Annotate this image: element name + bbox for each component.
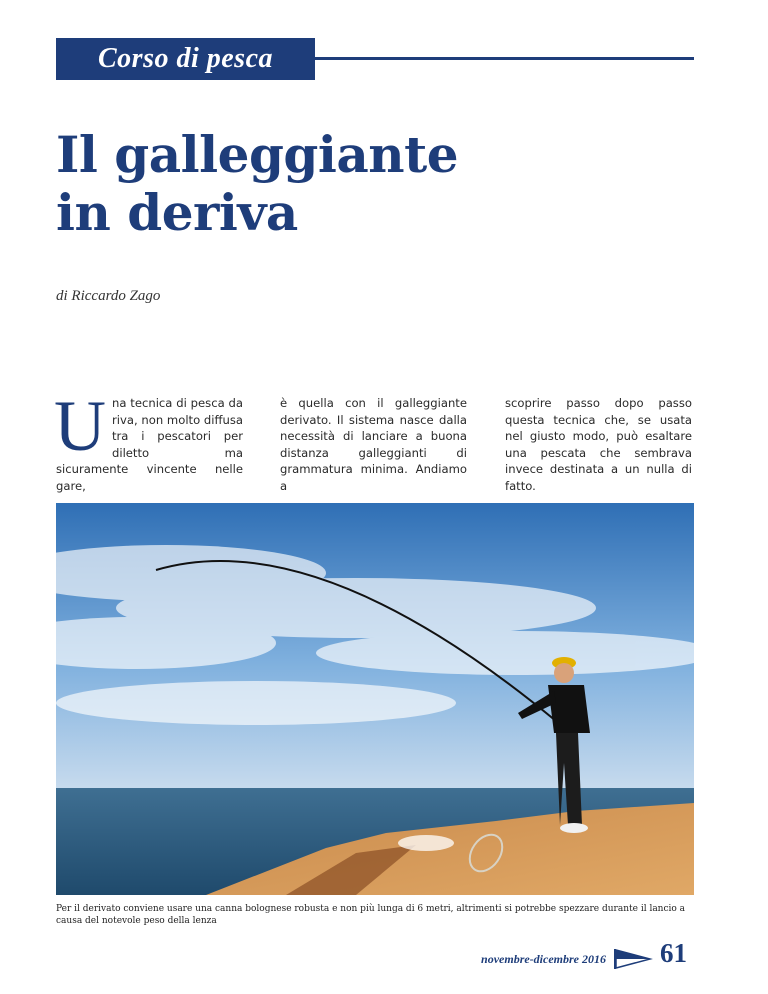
text-column-2: è quella con il galleggiante derivato. Il sistema nasce dalla necessità di lanciare a buona distanza galleggianti di grammatura minima. Andiamo a	[280, 396, 467, 493]
title-line-2: in deriva	[56, 183, 298, 242]
drop-cap: U	[54, 386, 106, 466]
section-rule	[315, 57, 694, 60]
text-column-3: scoprire passo dopo passo questa tecnica che, se usata nel giusto modo, può esaltare una pescata che sembrava invece destinata a un nulla di fatto.	[505, 396, 692, 493]
section-label: Corso di pesca	[56, 38, 315, 80]
text-column-1	[54, 386, 243, 495]
column-1-text: na tecnica di pesca da riva, non molto diffusa tra i pescatori per diletto ma sicuramente vincente nelle gare,	[56, 396, 243, 493]
photo-caption: Per il derivato conviene usare una canna bolognese robusta e non più lunga di 6 metri, altrimenti si potrebbe spezzare durante il lancio a causa del notevole peso della lenza	[56, 904, 686, 926]
fishing-photo	[56, 503, 694, 895]
byline: di Riccardo Zago	[56, 288, 161, 304]
wave-splash	[398, 835, 454, 851]
title-line-1: Il galleggiante	[56, 125, 459, 184]
page-number: 61	[660, 938, 687, 968]
flag-logo-icon	[612, 948, 654, 970]
article-title	[56, 126, 458, 242]
issue-date: novembre-dicembre 2016	[481, 952, 606, 966]
